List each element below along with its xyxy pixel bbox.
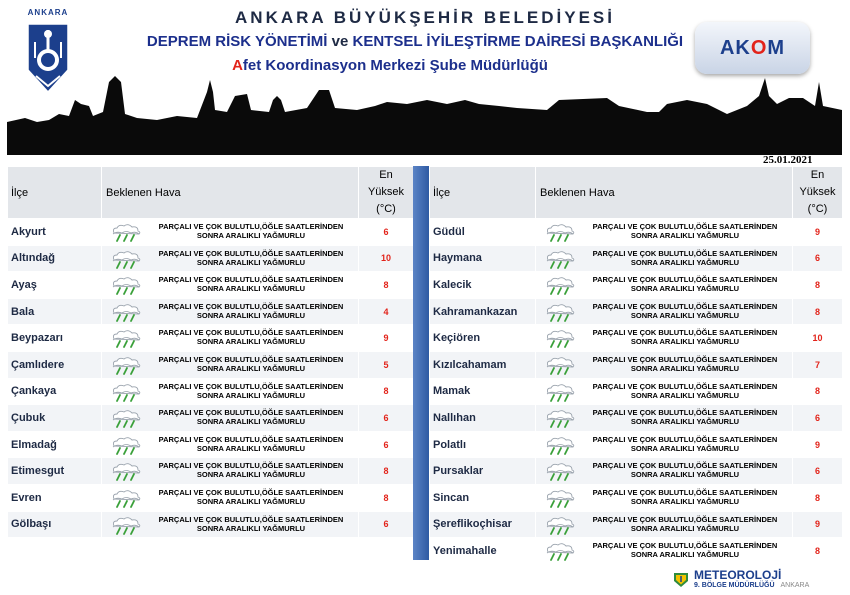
weather-line-2: SONRA ARALIKLI YAĞMURLU xyxy=(196,443,306,453)
table-row xyxy=(430,511,843,538)
weather-line-1: PARÇALI VE ÇOK BULUTLU,ÖĞLE SAATLERİNDEN xyxy=(592,514,778,524)
weather-line-1: PARÇALI VE ÇOK BULUTLU,ÖĞLE SAATLERİNDEN xyxy=(158,301,344,311)
expected-weather xyxy=(102,245,359,272)
expected-weather xyxy=(102,272,359,299)
table-row xyxy=(430,272,843,299)
table-row xyxy=(430,405,843,432)
expected-weather xyxy=(102,484,359,511)
expected-weather xyxy=(536,511,793,538)
partly-cloudy-rain-icon xyxy=(542,249,578,269)
partly-cloudy-rain-icon xyxy=(108,222,144,242)
expected-weather xyxy=(102,378,359,405)
org-title: ANKARA BÜYÜKŞEHİR BELEDİYESİ xyxy=(235,8,615,27)
partly-cloudy-rain-icon xyxy=(108,355,144,375)
expected-weather xyxy=(536,298,793,325)
expected-weather xyxy=(102,511,359,538)
weather-line-1: PARÇALI VE ÇOK BULUTLU,ÖĞLE SAATLERİNDEN xyxy=(592,381,778,391)
expected-weather xyxy=(536,219,793,246)
weather-description xyxy=(582,488,788,506)
district-name: Çubuk xyxy=(8,405,102,432)
meteoroloji-logo xyxy=(672,568,812,592)
expected-weather xyxy=(102,325,359,352)
district-name: Çamlıdere xyxy=(8,351,102,378)
header-ilce: İlçe xyxy=(8,167,102,219)
max-temperature: 6 xyxy=(793,458,843,485)
partly-cloudy-rain-icon xyxy=(542,515,578,535)
meteoroloji-directorate: 9. BÖLGE MÜDÜRLÜĞÜ xyxy=(694,582,775,589)
partly-cloudy-rain-icon xyxy=(542,382,578,402)
table-row xyxy=(430,245,843,272)
department-part-ve: ve xyxy=(331,33,349,50)
table-row xyxy=(430,458,843,485)
expected-weather xyxy=(102,431,359,458)
branch-initial: A xyxy=(232,57,243,74)
district-name: Beypazarı xyxy=(8,325,102,352)
partly-cloudy-rain-icon xyxy=(108,302,144,322)
district-name: Kalecik xyxy=(430,272,536,299)
table-row xyxy=(8,298,414,325)
weather-description xyxy=(148,435,354,453)
weather-description xyxy=(148,222,354,240)
partly-cloudy-rain-icon xyxy=(108,435,144,455)
branch-rest: fet Koordinasyon Merkezi Şube Müdürlüğü xyxy=(242,57,548,74)
max-temperature: 8 xyxy=(359,458,414,485)
weather-line-2: SONRA ARALIKLI YAĞMURLU xyxy=(630,284,740,294)
district-name: Evren xyxy=(8,484,102,511)
expected-weather xyxy=(102,298,359,325)
district-name: Çankaya xyxy=(8,378,102,405)
table-row xyxy=(430,219,843,246)
weather-description xyxy=(582,275,788,293)
table-separator xyxy=(413,166,429,560)
partly-cloudy-rain-icon xyxy=(542,541,578,561)
district-name: Pursaklar xyxy=(430,458,536,485)
max-temperature: 6 xyxy=(359,405,414,432)
weather-line-1: PARÇALI VE ÇOK BULUTLU,ÖĞLE SAATLERİNDEN xyxy=(592,408,778,418)
expected-weather xyxy=(102,458,359,485)
weather-line-2: SONRA ARALIKLI YAĞMURLU xyxy=(196,231,306,240)
weather-line-1: PARÇALI VE ÇOK BULUTLU,ÖĞLE SAATLERİNDEN xyxy=(592,461,778,471)
logo-caption: ANKARA xyxy=(27,8,69,17)
akom-text-3: M xyxy=(767,36,786,59)
header-temp-line-1: En xyxy=(379,169,393,181)
max-temperature: 8 xyxy=(359,272,414,299)
partly-cloudy-rain-icon xyxy=(108,275,144,295)
table-row xyxy=(8,219,414,246)
weather-line-1: PARÇALI VE ÇOK BULUTLU,ÖĞLE SAATLERİNDEN xyxy=(592,434,778,444)
weather-line-1: PARÇALI VE ÇOK BULUTLU,ÖĞLE SAATLERİNDEN xyxy=(158,487,344,497)
weather-line-2: SONRA ARALIKLI YAĞMURLU xyxy=(196,470,306,480)
weather-line-1: PARÇALI VE ÇOK BULUTLU,ÖĞLE SAATLERİNDEN xyxy=(158,461,344,471)
district-name: Elmadağ xyxy=(8,431,102,458)
expected-weather xyxy=(536,405,793,432)
weather-description xyxy=(582,355,788,373)
district-name: Kızılcahamam xyxy=(430,351,536,378)
max-temperature: 6 xyxy=(793,245,843,272)
weather-line-2: SONRA ARALIKLI YAĞMURLU xyxy=(630,417,740,427)
max-temperature: 10 xyxy=(793,325,843,352)
weather-description xyxy=(148,355,354,373)
max-temperature: 10 xyxy=(359,245,414,272)
partly-cloudy-rain-icon xyxy=(108,382,144,402)
weather-description xyxy=(582,382,788,400)
right-forecast-table xyxy=(429,166,843,565)
expected-weather xyxy=(102,405,359,432)
weather-description xyxy=(582,249,788,267)
partly-cloudy-rain-icon xyxy=(108,249,144,269)
table-row xyxy=(430,298,843,325)
district-name: Etimesgut xyxy=(8,458,102,485)
akom-logo xyxy=(695,22,810,74)
weather-line-1: PARÇALI VE ÇOK BULUTLU,ÖĞLE SAATLERİNDEN xyxy=(158,222,344,231)
max-temperature: 4 xyxy=(359,298,414,325)
weather-description xyxy=(582,515,788,533)
weather-line-2: SONRA ARALIKLI YAĞMURLU xyxy=(196,284,306,294)
header-beklenen-hava: Beklenen Hava xyxy=(102,167,359,219)
table-row xyxy=(8,405,414,432)
table-row xyxy=(8,458,414,485)
weather-line-1: PARÇALI VE ÇOK BULUTLU,ÖĞLE SAATLERİNDEN xyxy=(592,328,778,338)
max-temperature: 8 xyxy=(793,484,843,511)
table-row xyxy=(8,431,414,458)
max-temperature: 6 xyxy=(359,511,414,538)
table-row xyxy=(430,484,843,511)
empty-row xyxy=(8,538,414,565)
table-row xyxy=(430,431,843,458)
district-name: Akyurt xyxy=(8,219,102,246)
expected-weather xyxy=(536,431,793,458)
header-max-temp xyxy=(359,167,414,219)
district-name: Keçiören xyxy=(430,325,536,352)
weather-line-2: SONRA ARALIKLI YAĞMURLU xyxy=(196,523,306,533)
max-temperature: 8 xyxy=(793,378,843,405)
table-row xyxy=(430,538,843,565)
max-temperature: 8 xyxy=(359,484,414,511)
weather-line-2: SONRA ARALIKLI YAĞMURLU xyxy=(630,443,740,453)
district-name: Sincan xyxy=(430,484,536,511)
empty-cell xyxy=(359,538,414,565)
weather-line-2: SONRA ARALIKLI YAĞMURLU xyxy=(630,470,740,480)
district-name: Bala xyxy=(8,298,102,325)
weather-line-1: PARÇALI VE ÇOK BULUTLU,ÖĞLE SAATLERİNDEN xyxy=(592,275,778,285)
header-temp-line-3: (°C) xyxy=(376,203,396,215)
expected-weather xyxy=(536,245,793,272)
table-row xyxy=(8,511,414,538)
district-name: Ayaş xyxy=(8,272,102,299)
header-max-temp xyxy=(793,167,843,219)
weather-line-1: PARÇALI VE ÇOK BULUTLU,ÖĞLE SAATLERİNDEN xyxy=(592,301,778,311)
department-part-1: DEPREM RİSK YÖNETİMİ xyxy=(146,33,332,50)
max-temperature: 8 xyxy=(793,298,843,325)
max-temperature: 8 xyxy=(793,272,843,299)
weather-line-1: PARÇALI VE ÇOK BULUTLU,ÖĞLE SAATLERİNDEN xyxy=(158,434,344,444)
partly-cloudy-rain-icon xyxy=(542,328,578,348)
weather-description xyxy=(148,461,354,479)
max-temperature: 9 xyxy=(359,325,414,352)
weather-description xyxy=(582,541,788,559)
header-beklenen-hava: Beklenen Hava xyxy=(536,167,793,219)
max-temperature: 6 xyxy=(359,219,414,246)
empty-cell xyxy=(8,538,102,565)
district-name: Mamak xyxy=(430,378,536,405)
expected-weather xyxy=(536,484,793,511)
weather-description xyxy=(148,488,354,506)
table-row xyxy=(8,351,414,378)
partly-cloudy-rain-icon xyxy=(542,461,578,481)
expected-weather xyxy=(102,219,359,246)
partly-cloudy-rain-icon xyxy=(108,408,144,428)
partly-cloudy-rain-icon xyxy=(108,328,144,348)
page-header xyxy=(0,0,850,155)
weather-line-1: PARÇALI VE ÇOK BULUTLU,ÖĞLE SAATLERİNDEN xyxy=(158,275,344,285)
district-name: Şereflikoçhisar xyxy=(430,511,536,538)
table-header-row xyxy=(430,167,843,219)
table-row xyxy=(430,351,843,378)
empty-cell xyxy=(102,538,359,565)
header-temp-line-2: Yüksek xyxy=(367,186,405,198)
max-temperature: 8 xyxy=(359,378,414,405)
weather-line-2: SONRA ARALIKLI YAĞMURLU xyxy=(630,363,740,373)
weather-line-2: SONRA ARALIKLI YAĞMURLU xyxy=(196,390,306,400)
weather-line-2: SONRA ARALIKLI YAĞMURLU xyxy=(196,337,306,347)
weather-line-2: SONRA ARALIKLI YAĞMURLU xyxy=(630,523,740,533)
expected-weather xyxy=(102,351,359,378)
table-header-row xyxy=(8,167,414,219)
max-temperature: 6 xyxy=(793,405,843,432)
expected-weather xyxy=(536,458,793,485)
district-name: Güdül xyxy=(430,219,536,246)
meteoroloji-city: ANKARA xyxy=(780,582,810,589)
weather-line-1: PARÇALI VE ÇOK BULUTLU,ÖĞLE SAATLERİNDEN xyxy=(158,248,344,258)
partly-cloudy-rain-icon xyxy=(542,302,578,322)
expected-weather xyxy=(536,378,793,405)
district-name: Haymana xyxy=(430,245,536,272)
weather-line-1: PARÇALI VE ÇOK BULUTLU,ÖĞLE SAATLERİNDEN xyxy=(592,248,778,258)
weather-line-1: PARÇALI VE ÇOK BULUTLU,ÖĞLE SAATLERİNDEN xyxy=(158,381,344,391)
max-temperature: 5 xyxy=(359,351,414,378)
district-name: Gölbaşı xyxy=(8,511,102,538)
partly-cloudy-rain-icon xyxy=(542,435,578,455)
district-name: Nallıhan xyxy=(430,405,536,432)
table-row xyxy=(8,272,414,299)
partly-cloudy-rain-icon xyxy=(108,488,144,508)
ankara-skyline-silhouette xyxy=(7,70,842,155)
partly-cloudy-rain-icon xyxy=(542,275,578,295)
weather-description xyxy=(148,382,354,400)
weather-line-2: SONRA ARALIKLI YAĞMURLU xyxy=(196,496,306,506)
max-temperature: 9 xyxy=(793,219,843,246)
akom-text-1: AK xyxy=(719,36,751,59)
partly-cloudy-rain-icon xyxy=(542,408,578,428)
meteoroloji-emblem-icon xyxy=(672,570,690,588)
weather-description xyxy=(148,328,354,346)
header-temp-line-2: Yüksek xyxy=(799,186,836,198)
district-name: Kahramankazan xyxy=(430,298,536,325)
weather-line-1: PARÇALI VE ÇOK BULUTLU,ÖĞLE SAATLERİNDEN xyxy=(592,487,778,497)
expected-weather xyxy=(536,325,793,352)
weather-description xyxy=(148,408,354,426)
expected-weather xyxy=(536,272,793,299)
weather-description xyxy=(582,302,788,320)
max-temperature: 7 xyxy=(793,351,843,378)
weather-line-2: SONRA ARALIKLI YAĞMURLU xyxy=(630,310,740,320)
weather-line-2: SONRA ARALIKLI YAĞMURLU xyxy=(630,496,740,506)
header-temp-line-3: (°C) xyxy=(807,203,828,215)
department-part-2: KENTSEL İYİLEŞTİRME DAİRESİ BAŞKANLIĞI xyxy=(348,33,684,50)
weather-line-2: SONRA ARALIKLI YAĞMURLU xyxy=(630,257,740,267)
table-row xyxy=(8,378,414,405)
weather-line-2: SONRA ARALIKLI YAĞMURLU xyxy=(630,390,740,400)
partly-cloudy-rain-icon xyxy=(542,222,578,242)
report-date: 25.01.2021 xyxy=(763,154,813,166)
table-row xyxy=(430,378,843,405)
meteoroloji-subtitle xyxy=(694,582,809,589)
table-row xyxy=(8,484,414,511)
weather-line-1: PARÇALI VE ÇOK BULUTLU,ÖĞLE SAATLERİNDEN xyxy=(592,354,778,364)
max-temperature: 9 xyxy=(793,431,843,458)
table-row xyxy=(430,325,843,352)
table-row xyxy=(8,325,414,352)
meteoroloji-title: METEOROLOJİ xyxy=(694,568,782,582)
partly-cloudy-rain-icon xyxy=(542,488,578,508)
district-name: Altındağ xyxy=(8,245,102,272)
max-temperature: 9 xyxy=(793,511,843,538)
district-name: Polatlı xyxy=(430,431,536,458)
expected-weather xyxy=(536,351,793,378)
weather-description xyxy=(148,515,354,533)
partly-cloudy-rain-icon xyxy=(108,515,144,535)
weather-line-1: PARÇALI VE ÇOK BULUTLU,ÖĞLE SAATLERİNDEN xyxy=(158,408,344,418)
weather-description xyxy=(582,328,788,346)
table-row xyxy=(8,245,414,272)
header-temp-line-1: En xyxy=(810,169,825,181)
weather-line-1: PARÇALI VE ÇOK BULUTLU,ÖĞLE SAATLERİNDEN xyxy=(158,514,344,524)
weather-line-2: SONRA ARALIKLI YAĞMURLU xyxy=(630,550,740,560)
weather-line-2: SONRA ARALIKLI YAĞMURLU xyxy=(196,363,306,373)
weather-description xyxy=(148,302,354,320)
weather-description xyxy=(582,222,788,240)
weather-description xyxy=(582,435,788,453)
weather-line-2: SONRA ARALIKLI YAĞMURLU xyxy=(196,417,306,427)
akom-text-2: O xyxy=(750,36,768,59)
weather-description xyxy=(582,408,788,426)
partly-cloudy-rain-icon xyxy=(108,461,144,481)
weather-line-1: PARÇALI VE ÇOK BULUTLU,ÖĞLE SAATLERİNDEN xyxy=(158,354,344,364)
left-forecast-table xyxy=(7,166,414,565)
weather-line-1: PARÇALI VE ÇOK BULUTLU,ÖĞLE SAATLERİNDEN xyxy=(592,222,778,231)
expected-weather xyxy=(536,538,793,565)
max-temperature: 6 xyxy=(359,431,414,458)
max-temperature: 8 xyxy=(793,538,843,565)
weather-line-2: SONRA ARALIKLI YAĞMURLU xyxy=(196,257,306,267)
weather-line-1: PARÇALI VE ÇOK BULUTLU,ÖĞLE SAATLERİNDEN xyxy=(592,541,778,551)
weather-line-2: SONRA ARALIKLI YAĞMURLU xyxy=(630,231,740,240)
weather-description xyxy=(582,461,788,479)
weather-description xyxy=(148,249,354,267)
weather-description xyxy=(148,275,354,293)
header-ilce: İlçe xyxy=(430,167,536,219)
weather-line-2: SONRA ARALIKLI YAĞMURLU xyxy=(630,337,740,347)
weather-line-1: PARÇALI VE ÇOK BULUTLU,ÖĞLE SAATLERİNDEN xyxy=(158,328,344,338)
district-name: Yenimahalle xyxy=(430,538,536,565)
partly-cloudy-rain-icon xyxy=(542,355,578,375)
weather-line-2: SONRA ARALIKLI YAĞMURLU xyxy=(196,310,306,320)
